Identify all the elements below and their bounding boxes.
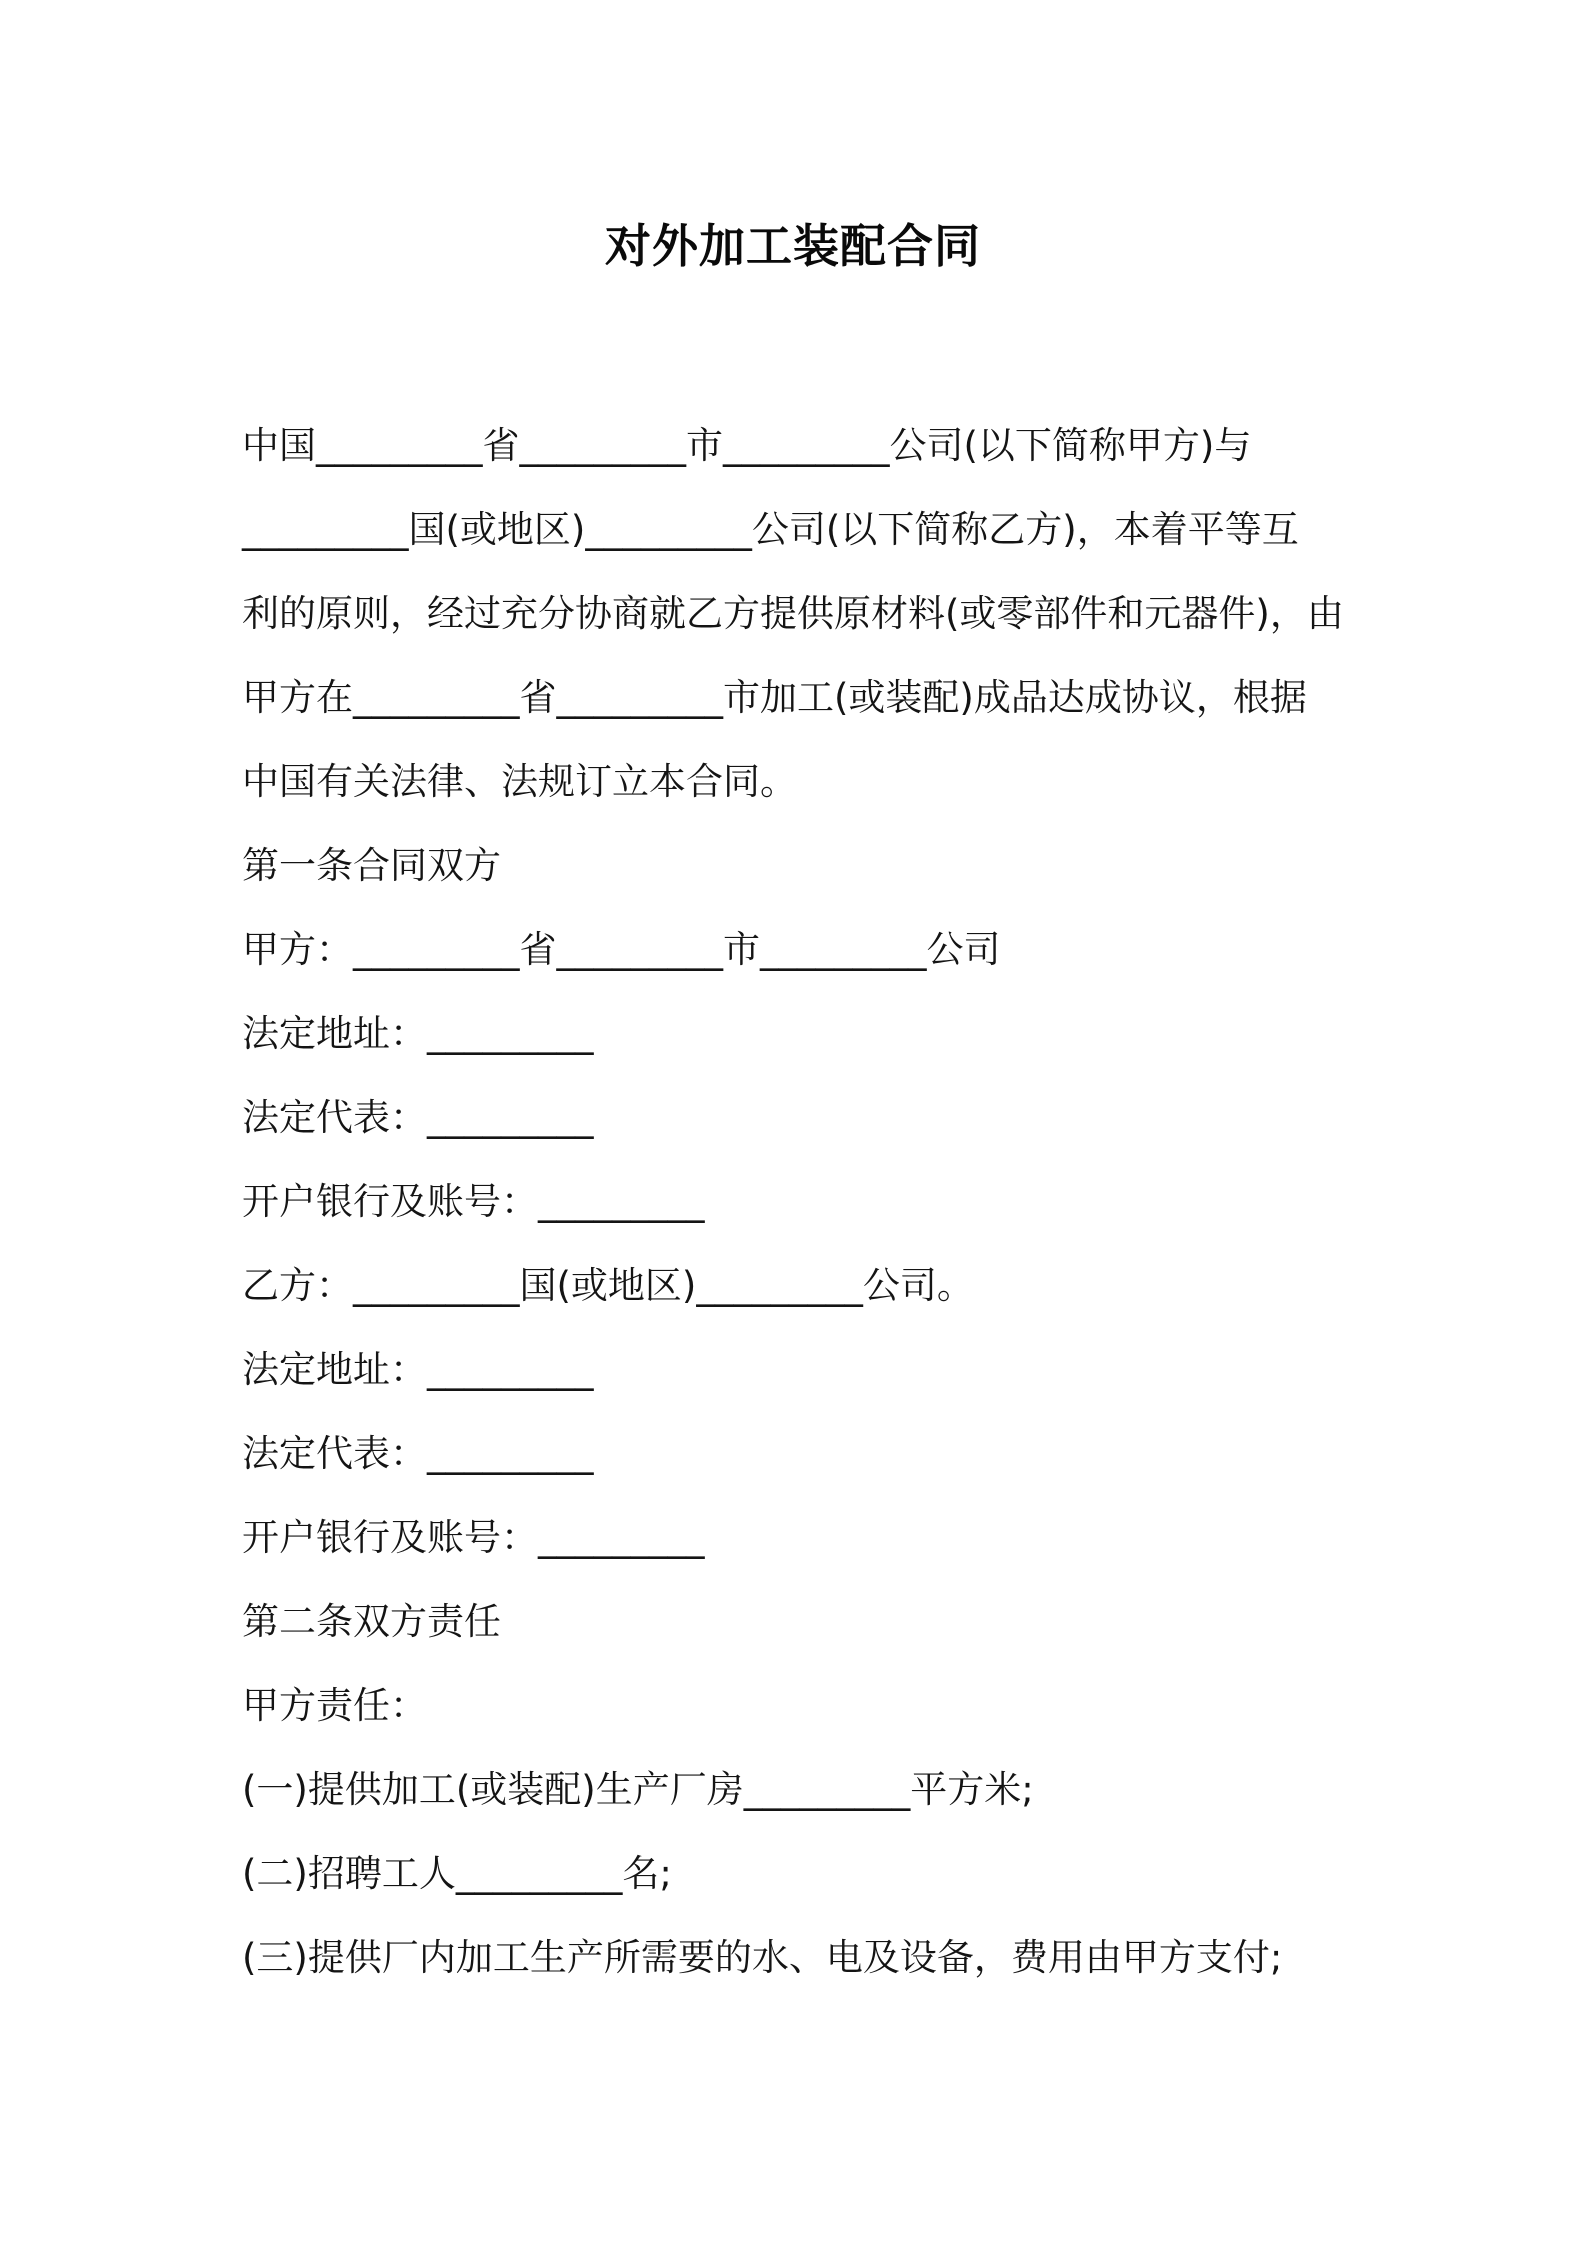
document-body bbox=[242, 404, 1362, 2000]
party-a-duties-heading: 甲方责任： bbox=[242, 1684, 427, 1727]
party-b-address: 法定地址：_________ bbox=[242, 1348, 594, 1391]
preamble-line: _________国(或地区)_________公司(以下简称乙方)，本着平等互 bbox=[242, 508, 1299, 551]
party-b-bank-account: 开户银行及账号：_________ bbox=[242, 1516, 705, 1559]
party-a-representative: 法定代表：_________ bbox=[242, 1096, 594, 1139]
document-title: 对外加工装配合同 bbox=[605, 219, 981, 273]
party-b-line: 乙方：_________国(或地区)_________公司。 bbox=[242, 1264, 974, 1307]
party-b-representative: 法定代表：_________ bbox=[242, 1432, 594, 1475]
duty-item: (二)招聘工人_________名; bbox=[242, 1852, 672, 1895]
preamble-line: 中国有关法律、法规订立本合同。 bbox=[242, 760, 797, 803]
duty-item: (三)提供厂内加工生产所需要的水、电及设备，费用由甲方支付; bbox=[242, 1936, 1283, 1979]
article-heading: 第一条合同双方 bbox=[242, 844, 501, 887]
preamble-line: 利的原则，经过充分协商就乙方提供原材料(或零部件和元器件)，由 bbox=[242, 592, 1344, 635]
duty-item: (一)提供加工(或装配)生产厂房_________平方米; bbox=[242, 1768, 1034, 1811]
party-a-address: 法定地址：_________ bbox=[242, 1012, 594, 1055]
preamble-line: 甲方在_________省_________市加工(或装配)成品达成协议，根据 bbox=[242, 676, 1307, 719]
article-heading: 第二条双方责任 bbox=[242, 1600, 501, 1643]
preamble-line: 中国_________省_________市_________公司(以下简称甲方)与 bbox=[242, 424, 1252, 467]
party-a-bank-account: 开户银行及账号：_________ bbox=[242, 1180, 705, 1223]
party-a-line: 甲方：_________省_________市_________公司 bbox=[242, 928, 1001, 971]
